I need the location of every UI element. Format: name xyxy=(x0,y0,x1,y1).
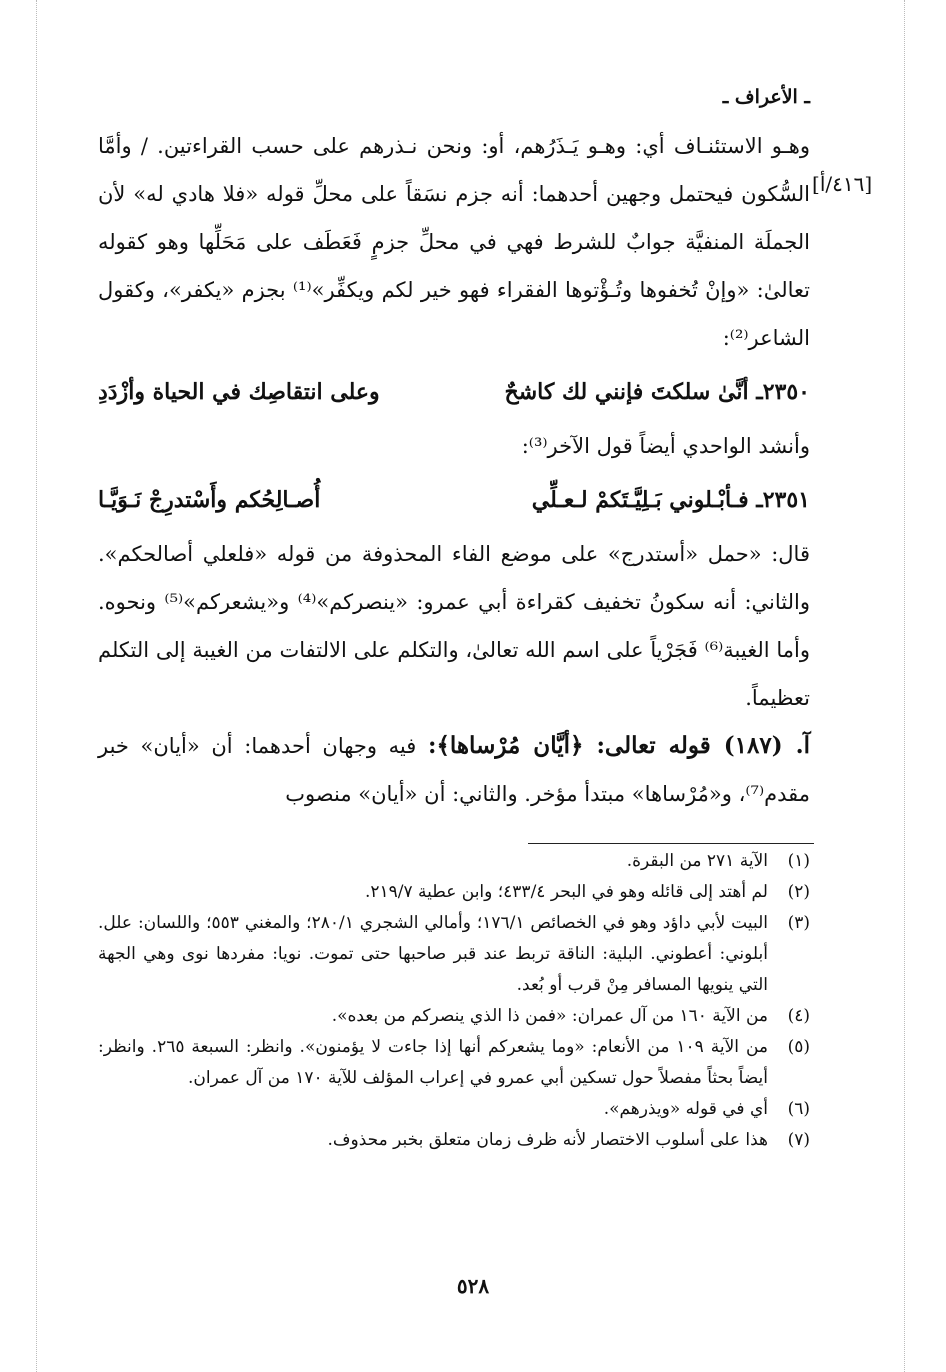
footnote-4 xyxy=(98,1001,810,1032)
verse-2351-first-text: فـأبْـلوني بَـلِيَّـتَكمْ لـعـلِّي xyxy=(531,487,749,513)
footnote-text: أي في قوله «ويذرهم». xyxy=(603,1099,768,1119)
footnote-3 xyxy=(98,908,810,1001)
verse-2350-number: ٢٣٥٠ـ xyxy=(756,379,810,405)
footnote-number: (١) xyxy=(787,851,810,871)
guide-line-left xyxy=(36,0,37,1372)
verse-2350-first-text: أنَّىٰ سلكتَ فإنني لك كاشحٌ xyxy=(504,379,749,405)
footnote-text: الآية ٢٧١ من البقرة. xyxy=(626,851,768,871)
manuscript-folio-marker: [٤١٦/أ] xyxy=(812,172,873,196)
footnote-text: لم أهتد إلى قائله وهو في البحر ٤٣٣/٤؛ وابن عطية ٢١٩/٧. xyxy=(364,882,768,902)
footnote-number: (٥) xyxy=(787,1037,810,1057)
footnote-5 xyxy=(98,1032,810,1094)
verse-2351 xyxy=(98,470,810,530)
verse-2350 xyxy=(98,362,810,422)
paragraph-2: وأنشد الواحدي أيضاً قول الآخر⁽³⁾: xyxy=(521,434,810,458)
verse-heading-187: آ. (١٨٧) قوله تعالى: ﴿أيَّان مُرْساها﴾: xyxy=(427,732,810,759)
paragraph-4 xyxy=(98,722,810,818)
footnote-2 xyxy=(98,877,810,908)
paragraph-4-text: فيه وجهان أحدهما: أن «أيان» خبر مقدم⁽⁷⁾، و«مُرْساها» مبتدأ مؤخر. والثاني: أن «أيان» منصوب xyxy=(98,734,810,806)
footnote-number: (٤) xyxy=(787,1006,810,1026)
footnote-number: (٢) xyxy=(787,882,810,902)
verse-2351-number: ٢٣٥١ـ xyxy=(756,487,810,513)
footnote-6 xyxy=(98,1094,810,1125)
verse-2350-first xyxy=(505,362,810,422)
footnote-text: البيت لأبي داؤد وهو في الخصائص ١٧٦/١؛ وأمالي الشجري ٢٨٠/١؛ والمغني ٥٥٣؛ واللسان: علل. أبلوني: أعطوني. البلية: الناقة تربط عند قبر صاحبها حتى تموت. نويا: مفردها نوى وهي الجهة التي ينويها المسافر مِنْ قرب أو بُعد. xyxy=(98,913,769,995)
footnote-text: من الآية ١٦٠ من آل عمران: «فمن ذا الذي ينصركم من بعده». xyxy=(331,1006,768,1026)
footnote-7 xyxy=(98,1125,810,1156)
footnote-number: (٦) xyxy=(787,1099,810,1119)
verse-2351-second: أُصـالِحُكم وأَسْتدرِجْ نَـوَيَّـا xyxy=(98,487,321,513)
paragraph-1: وهـو الاستئنـاف أي: وهـو يَـذَرُهم، أو: ونحن نـذرهم على حسب القراءتين. / وأمَّا السُّكون فيحتمل وجهين أحدهما: أنه جزم نسَقاً على محلِّ قوله «فلا هادي له» لأن الجملَة المنفيَّة جوابٌ للشرط فهي في محلِّ جزمٍ فَعَطَف على مَحَلِّها وهو كقوله تعالىٰ: «وإنْ تُخفوها وتُـؤْتوها الفقراء فهو خير لكم ويكفِّر»⁽¹⁾ بجزم «يكفر»، وكقول الشاعر⁽²⁾: xyxy=(98,134,810,350)
guide-line-right xyxy=(904,0,905,1372)
page-number: ٥٢٨ xyxy=(456,1274,490,1298)
verse-2351-first xyxy=(532,470,810,530)
footnote-1 xyxy=(98,846,810,877)
footnote-text: هذا على أسلوب الاختصار لأنه ظرف زمان متعلق بخبر محذوف. xyxy=(327,1130,768,1150)
footnote-text: من الآية ١٠٩ من الأنعام: «وما يشعركم أنها إذا جاءت لا يؤمنون». وانظر: السبعة ٢٦٥. وانظر: أيضاً بحثاً مفصلاً حول تسكين أبي عمرو في إعراب المؤلف للآية ١٧٠ من آل عمران. xyxy=(98,1037,768,1088)
footnote-number: (٧) xyxy=(787,1130,810,1150)
running-header: ـ الأعراف ـ xyxy=(722,86,810,108)
main-text xyxy=(98,122,810,818)
verse-2350-second: وعلى انتقاصِك في الحياة وأزْدَدِ xyxy=(98,379,380,405)
footnotes xyxy=(98,846,810,1156)
paragraph-3: قال: «حمل «أستدرج» على موضع الفاء المحذوفة من قوله «فلعلي أصالحكم». والثاني: أنه سكونُ تخفيف كقراءة أبي عمرو: «ينصركم»⁽⁴⁾ و«يشعركم»⁽⁵⁾ ونحوه. وأما الغيبة⁽⁶⁾ فَجَرْياً على اسم الله تعالىٰ، والتكلم على الالتفات من الغيبة إلى التكلم تعظيماً. xyxy=(98,542,810,710)
footnote-separator xyxy=(528,843,814,844)
footnote-number: (٣) xyxy=(787,913,810,933)
